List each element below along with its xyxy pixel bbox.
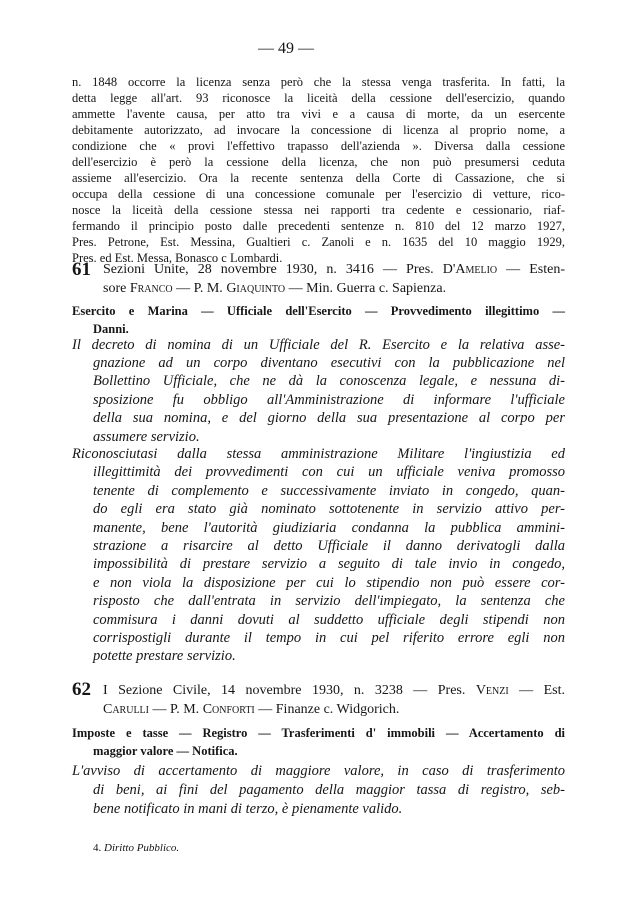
- intro-line: Pres. ed Est. Messa, Bonasco c Lombardi.: [72, 251, 283, 265]
- subject-line: Danni.: [93, 321, 129, 336]
- subject-heading: [72, 724, 565, 760]
- intro-line: debitamente autorizzato, ad invocare la concessione di licenza al proprio nome, a: [72, 123, 565, 137]
- case-header-line: [103, 261, 565, 280]
- maxim-paragraph: [72, 336, 565, 446]
- case-header-line: [103, 700, 565, 719]
- page-number: — 49 —: [258, 40, 314, 57]
- intro-line: occupa della cessione di una concessione comunale per l'esercizio di vetture, rico-: [72, 187, 565, 201]
- maxim-line: Il decreto di nomina di un Ufficiale del R. Esercito e la relativa asse-: [72, 336, 565, 353]
- maxim-line: risposto che dall'entrata in servizio dell'impiegato, la sentenza che: [93, 593, 565, 610]
- case-header: [103, 681, 565, 719]
- case-number: 61: [72, 259, 91, 280]
- rapporteur-name: Carulli: [103, 701, 149, 717]
- subject-line: maggior valore — Notifica.: [93, 744, 238, 758]
- maxim-line: bene notificato in mani di terzo, è pienamente valido.: [93, 800, 403, 817]
- publication-title: Diritto Pubblico.: [104, 842, 180, 854]
- maxim-line: potette prestare servizio.: [93, 648, 236, 665]
- header-text: sore: [103, 280, 130, 296]
- subject-line: Imposte e tasse — Registro — Trasferimenti d' immobili — Accertamento di: [72, 726, 565, 740]
- header-text: — P. M.: [149, 701, 203, 717]
- intro-line: n. 1848 occorre la licenza senza però che la stessa venga trasferita. In fatti, la: [72, 75, 565, 89]
- intro-line: ammette l'avente causa, per atto tra vivi e a causa di morte, da un esercente: [72, 107, 565, 121]
- case-number: 62: [72, 679, 91, 700]
- maxim-line: tenente di complemento e successivamente inviato in congedo, quan-: [93, 482, 565, 499]
- maxim-line: corrispostigli durante il tempo in cui pel riferito errore egli non: [93, 630, 565, 647]
- president-name: D'Amelio: [442, 262, 498, 277]
- intro-line: assieme all'esercizio. Ora la recente sentenza della Corte di Cassazione, che si: [72, 171, 565, 185]
- rapporteur-name: Franco: [129, 280, 173, 296]
- subject-heading: [72, 303, 565, 338]
- parties: — Min. Guerra c. Sapienza.: [285, 280, 447, 296]
- maxim-line: della sua nomina, e del giorno della sua presentazione al corpo per: [93, 410, 565, 427]
- header-text: — Esten-: [497, 262, 566, 277]
- header-text: — P. M.: [172, 280, 227, 296]
- intro-line: detta legge all'art. 93 riconosce la liceità della cessione dell'esercizio, quando: [72, 91, 565, 105]
- court-and-date: Sezioni Unite, 28 novembre 1930, n. 3416 — Pres.: [103, 262, 443, 277]
- maxim-line: e non viola la disposizione per cui lo stipendio non può essere cor-: [93, 574, 565, 591]
- maxim-line: gnazione ad un corpo diventano esecutivi con la pubblicazione nel: [93, 354, 565, 371]
- maxim-line: L'avviso di accertamento di maggiore valore, in caso di trasferimento: [72, 762, 565, 779]
- maxim-line: illegittimità dei provvedimenti con cui un ufficiale veniva promosso: [93, 464, 565, 481]
- case-header-line: [103, 280, 565, 299]
- maxim-line: do egli era stato già nominato sottotenente in servizio attivo per-: [93, 501, 565, 518]
- case-header: [103, 261, 565, 298]
- maxim-line: strazione a risarcire al detto Ufficiale il danno derivatogli dalla: [93, 538, 565, 555]
- intro-line: dell'esercizio è però la cessione della licenza, che non può presumersi ceduta: [72, 155, 565, 169]
- parties: — Finanze c. Widgorich.: [254, 701, 400, 717]
- page-footer: [93, 840, 179, 856]
- case-header-line: [103, 681, 565, 700]
- court-and-date: I Sezione Civile, 14 novembre 1930, n. 3238 — Pres.: [103, 682, 476, 698]
- maxim-paragraph: [72, 445, 565, 666]
- subject-line: Esercito e Marina — Ufficiale dell'Esercito — Provvedimento illegittimo —: [72, 304, 565, 318]
- intro-line: fermando il principio posto dalle precedenti sentenze n. 810 del 12 marzo 1927,: [72, 219, 565, 233]
- president-name: Venzi: [475, 682, 509, 698]
- header-text: — Est.: [508, 682, 565, 698]
- maxim-line: commisura i danni dovuti al suddetto ufficiale degli stipendi non: [93, 611, 565, 628]
- prosecutor-name: Conforti: [202, 701, 255, 717]
- maxim-line: Bollettino Ufficiale, che ne dà la conoscenza legale, e nessuna di-: [93, 373, 565, 390]
- sheet-number: 4.: [93, 842, 104, 854]
- maxim-line: manente, bene l'autorità giudiziaria condanna la pubblica ammini-: [93, 519, 565, 536]
- prosecutor-name: Giaquinto: [226, 280, 286, 296]
- maxim-line: Riconosciutasi dalla stessa amministrazione Militare l'ingiustizia ed: [72, 446, 565, 462]
- maxim-paragraph: [72, 762, 565, 819]
- maxim-line: assumere servizio.: [93, 428, 200, 445]
- intro-line: condizione che « provi l'effettivo trapasso dell'azienda ». Diversa dalla cessione: [72, 139, 565, 153]
- intro-paragraph: [72, 74, 565, 266]
- maxim-line: sposizione fu obbligo all'Amministrazione di informare l'ufficiale: [93, 391, 565, 408]
- maxim-line: di beni, ai fini del pagamento della maggior tassa di registro, seb-: [93, 781, 565, 798]
- maxim-line: impossibilità di prestare servizio a seguito di tale invio in congedo,: [93, 556, 565, 573]
- intro-line: Pres. Petrone, Est. Messina, Gualtieri c. Zanoli e n. 1635 del 10 maggio 1929,: [72, 235, 565, 249]
- intro-line: nosce la liceità della cessione stessa nei rapporti tra cedente e cessionario, riaf-: [72, 203, 565, 217]
